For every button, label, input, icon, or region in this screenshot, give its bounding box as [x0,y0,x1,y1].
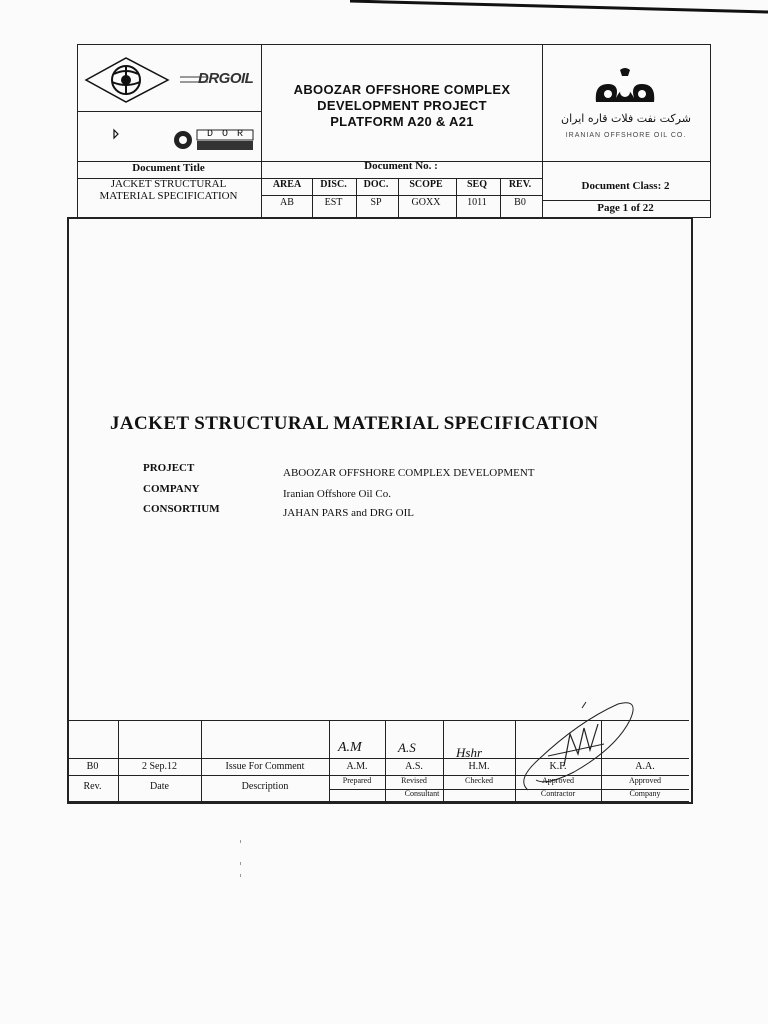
page-number: Page 1 of 22 [597,202,654,214]
rev-value: B0 [86,761,99,772]
revised-value: A.S. [405,761,423,772]
initials-checked: Hshr [456,745,483,760]
document-main-title: JACKET STRUCTURAL MATERIAL SPECIFICATION [110,413,599,434]
val-scope: GOXX [411,197,441,208]
drgoil-logo-text: DRGOIL [198,70,254,87]
dor-logo [173,128,255,152]
col-doc: DOC. [363,179,389,190]
document-title-line-1: JACKET STRUCTURAL [110,178,227,190]
prepared-label: Prepared [342,776,372,785]
info-key-company: COMPANY [143,483,200,495]
col-area: AREA [272,179,302,190]
val-seq: 1011 [467,197,487,208]
val-area: AB [280,197,294,208]
col-scope: SCOPE [409,179,443,190]
dor-logo-text: DOR [207,129,253,140]
document-title-line-2: MATERIAL SPECIFICATION [99,190,238,202]
prepared-value: A.M. [346,761,368,772]
date-label: Date [150,781,169,792]
revised-label: Revised [401,776,427,785]
contractor-label: Contractor [540,789,576,798]
initials-revised: A.S [398,740,416,755]
description-value: Issue For Comment [225,761,305,772]
checked-label: Checked [465,776,493,785]
col-seq: SEQ [466,179,487,190]
col-disc: DISC. [320,179,347,190]
scan-edge-line [350,0,768,16]
document-class: Document Class: 2 [581,180,670,192]
val-disc: EST [324,197,343,208]
document-no-label: Document No. : [364,160,438,172]
rev-label: Rev. [83,781,102,792]
col-rev: REV. [508,179,532,190]
info-value-consortium: JAHAN PARS and DRG OIL [283,507,414,519]
company-english-name: IRANIAN OFFSHORE OIL CO. [565,132,687,139]
globe-logo [82,54,174,106]
val-doc: SP [370,197,382,208]
company-emblem-block [546,66,706,150]
company-arabic-name: شرکت نفت فلات قاره ایران [561,112,691,125]
checked-value: H.M. [468,761,490,772]
document-title-label: Document Title [132,162,205,174]
approved-contractor-value: K.F. [549,761,567,772]
val-rev: B0 [514,197,526,208]
drgoil-logo [180,70,260,90]
crescent-logo [96,120,136,156]
consultant-label: Consultant [404,789,440,798]
project-line-2: DEVELOPMENT PROJECT [317,98,487,113]
approved-contractor-label: Approved [542,776,574,785]
info-value-company: Iranian Offshore Oil Co. [283,488,391,500]
project-title-block [262,82,542,130]
document-title-value [77,178,260,202]
handwritten-signature [508,694,643,802]
description-label: Description [241,781,289,792]
info-key-project: PROJECT [143,462,195,474]
company-label: Company [629,789,661,798]
project-line-1: ABOOZAR OFFSHORE COMPLEX [293,82,511,97]
info-key-consortium: CONSORTIUM [143,503,220,515]
flame-emblem-icon [590,66,660,110]
approved-company-value: A.A. [635,761,655,772]
approved-company-label: Approved [629,776,661,785]
initials-prepared: A.M [338,740,362,755]
date-value: 2 Sep.12 [142,761,177,772]
scan-speck [236,840,246,880]
info-value-project: ABOOZAR OFFSHORE COMPLEX DEVELOPMENT [283,467,535,479]
project-line-3: PLATFORM A20 & A21 [330,114,474,129]
